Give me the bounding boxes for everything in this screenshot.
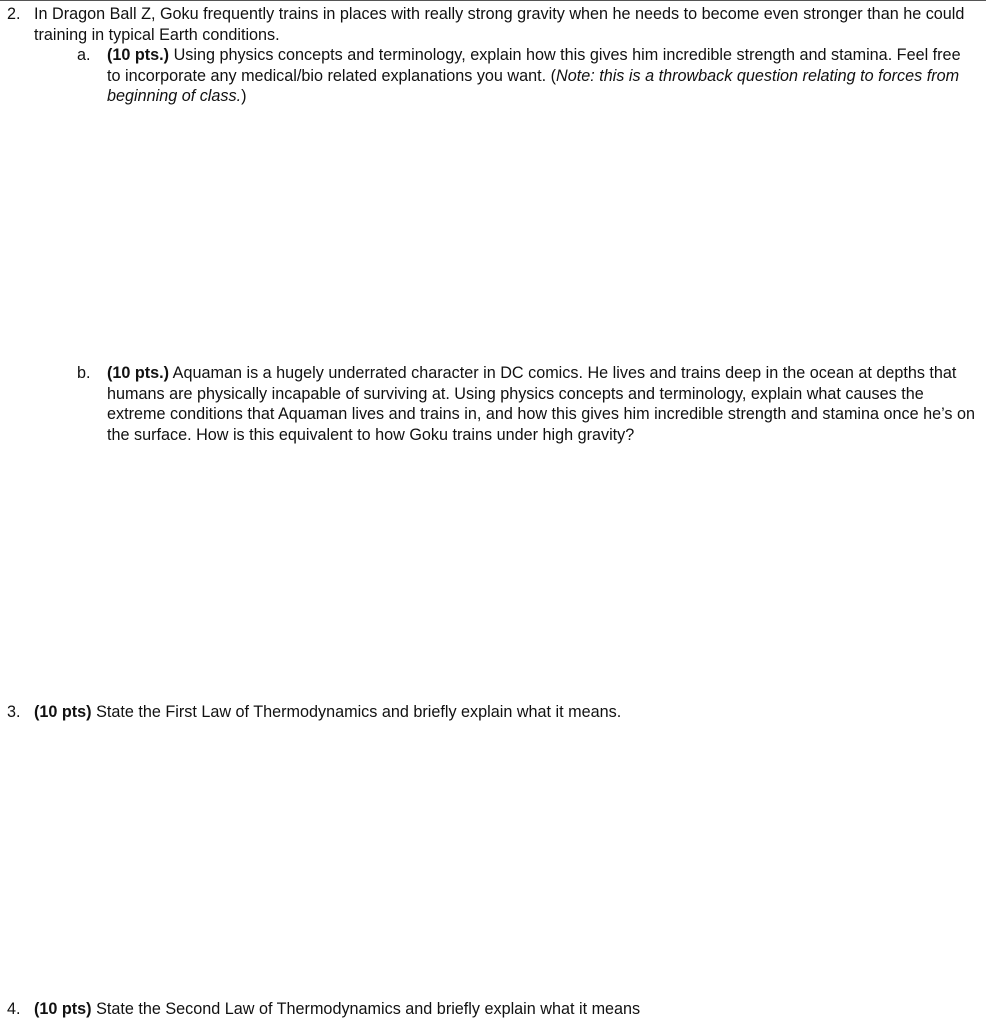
question-2a-points: (10 pts.) bbox=[107, 46, 170, 64]
question-2b-body: Aquaman is a hugely underrated character in DC comics. He lives and trains deep in the ocean at depths that humans are physically incapable of surviving at. Using physics concepts and terminology, explain what causes the extreme conditions that Aquaman lives and trains in, and how this gives him incredible strength and stamina once he’s on the surface. How is this equivalent to how Goku trains under high gravity? bbox=[107, 364, 976, 444]
question-2b-text bbox=[107, 363, 983, 445]
question-2-text: In Dragon Ball Z, Goku frequently trains in places with really strong gravity when he needs to become even stronger than he could training in typical Earth conditions. bbox=[34, 5, 965, 44]
question-2-number: 2. bbox=[7, 5, 21, 23]
question-2a-body: Using physics concepts and terminology, explain how this gives him incredible strength and stamina. Feel free to incorporate any medical/bio related explanations you want. ( bbox=[107, 46, 961, 85]
question-4-body: State the Second Law of Thermodynamics and briefly explain what it means bbox=[91, 1000, 641, 1018]
question-2a-note: Note: this is a throwback question relating to forces from beginning of class. bbox=[107, 66, 960, 105]
question-4-text bbox=[34, 999, 974, 1020]
question-4-number: 4. bbox=[7, 1000, 21, 1018]
question-2a-close-paren: ) bbox=[241, 87, 247, 105]
question-2a-text bbox=[107, 45, 977, 107]
question-2b-points: (10 pts.) bbox=[107, 364, 170, 382]
top-rule bbox=[0, 0, 986, 1]
question-4-points: (10 pts) bbox=[34, 1000, 92, 1018]
question-2b-letter: b. bbox=[77, 364, 91, 382]
question-3-body: State the First Law of Thermodynamics and briefly explain what it means. bbox=[91, 703, 622, 721]
question-3-points: (10 pts) bbox=[34, 703, 92, 721]
question-3-text bbox=[34, 702, 974, 723]
question-2a-letter: a. bbox=[77, 46, 91, 64]
question-3-number: 3. bbox=[7, 703, 21, 721]
